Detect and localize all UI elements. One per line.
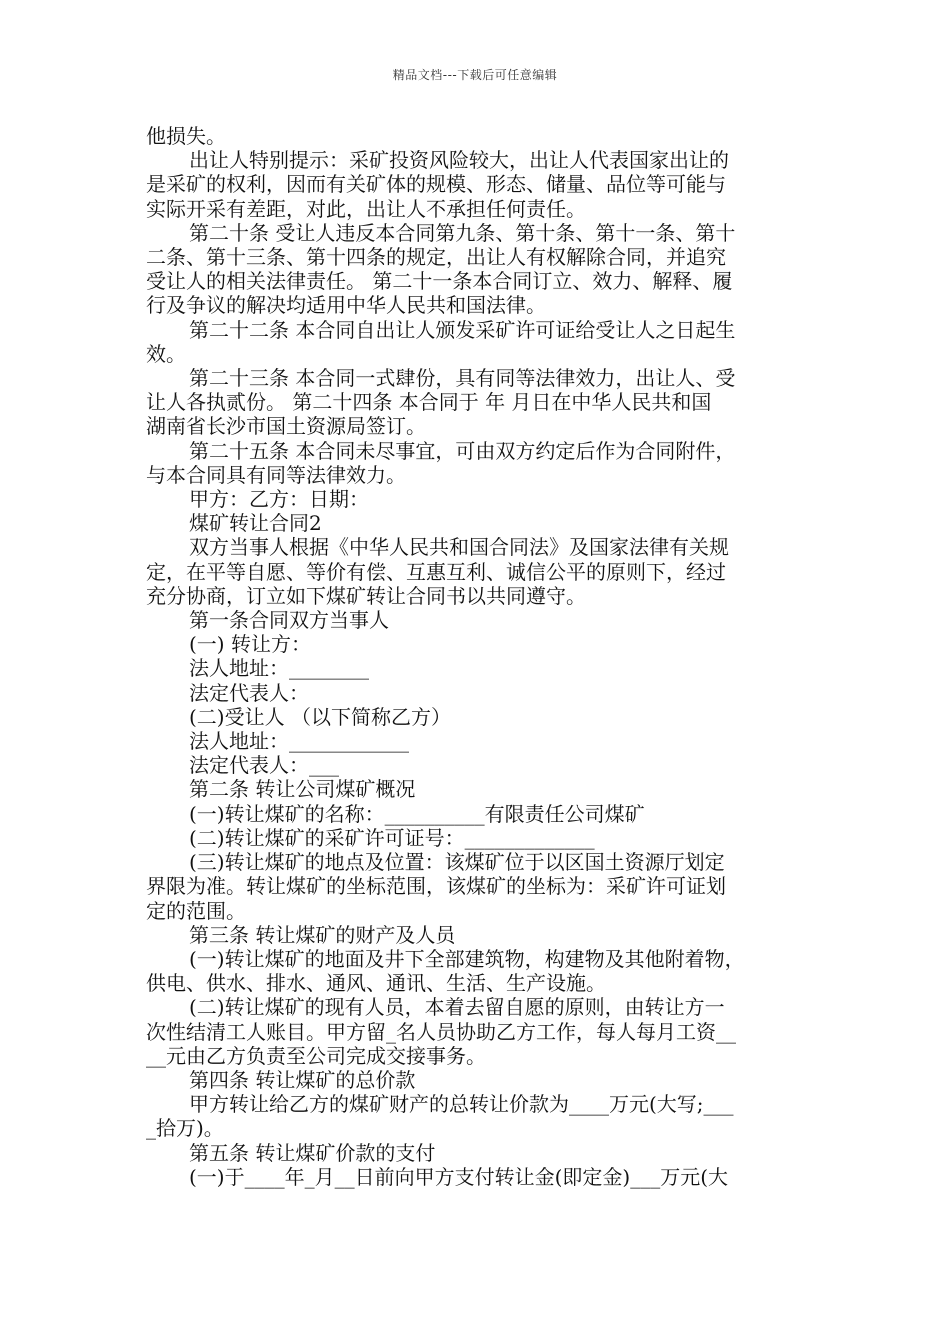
text-line: 第二十五条 本合同未尽事宜，可由双方约定后作为合同附件， (189, 438, 736, 463)
text-line: 出让人特别提示：采矿投资风险较大，出让人代表国家出让的 (189, 148, 729, 173)
text-line: 次性结清工人账目。甲方留_名人员协助乙方工作，每人每月工资__ (146, 1019, 736, 1044)
text-line: 煤矿转让合同2 (189, 511, 322, 536)
text-line: 第三条 转让煤矿的财产及人员 (189, 922, 456, 947)
text-line: 供电、供水、排水、通风、通讯、生活、生产设施。 (146, 971, 606, 996)
text-line: 甲方：乙方：日期： (189, 487, 369, 512)
page-header: 精品文档---下载后可任意编辑 (392, 68, 558, 82)
text-line: 是采矿的权利，因而有关矿体的规模、形态、储量、品位等可能与 (146, 172, 726, 197)
text-line: 第二十二条 本合同自出让人颁发采矿许可证给受让人之日起生 (189, 317, 736, 342)
text-line: 法人地址：____________ (189, 729, 409, 754)
text-line: 实际开采有差距，对此，出让人不承担任何责任。 (146, 196, 586, 221)
text-line: (一)转让煤矿的名称：__________有限责任公司煤矿 (189, 801, 645, 826)
text-line: 第二十三条 本合同一式肆份，具有同等法律效力，出让人、受 (189, 366, 736, 391)
text-line: (一)于____年_月__日前向甲方支付转让金(即定金)___万元(大 (189, 1164, 729, 1189)
text-line: 二条、第十三条、第十四条的规定，出让人有权解除合同，并追究 (146, 245, 726, 270)
text-line: (一)转让煤矿的地面及井下全部建筑物，构建物及其他附着物， (189, 946, 745, 971)
text-line: (三)转让煤矿的地点及位置：该煤矿位于以区国土资源厅划定 (189, 850, 725, 875)
text-line: 充分协商，订立如下煤矿转让合同书以共同遵守。 (146, 583, 586, 608)
text-line: __元由乙方负责至公司完成交接事务。 (146, 1043, 486, 1068)
text-line: 受让人的相关法律责任。 第二十一条本合同订立、效力、解释、履 (146, 269, 733, 294)
text-line: 双方当事人根据《中华人民共和国合同法》及国家法律有关规 (189, 535, 729, 560)
text-line: 定的范围。 (146, 898, 246, 923)
text-line: (二)受让人 （以下简称乙方） (189, 704, 451, 729)
text-line: 法人地址：________ (189, 656, 369, 681)
text-line: (二)转让煤矿的采矿许可证号：_____________ (189, 825, 595, 850)
text-line: 定，在平等自愿、等价有偿、互惠互利、诚信公平的原则下，经过 (146, 559, 726, 584)
text-line: (二)转让煤矿的现有人员，本着去留自愿的原则，由转让方一 (189, 995, 725, 1020)
text-line: 第四条 转让煤矿的总价款 (189, 1067, 416, 1092)
text-line: _拾万)。 (146, 1116, 224, 1141)
text-line: 法定代表人：___ (189, 753, 339, 778)
text-line: 与本合同具有同等法律效力。 (146, 462, 406, 487)
text-line: 他损失。 (146, 124, 226, 148)
text-line: (一) 转让方： (189, 632, 311, 657)
text-line: 法定代表人： (189, 680, 309, 705)
text-line: 效。 (146, 341, 186, 366)
text-line: 第一条合同双方当事人 (189, 608, 389, 633)
text-line: 第二十条 受让人违反本合同第九条、第十条、第十一条、第十 (189, 220, 736, 245)
document-body (146, 124, 818, 1189)
text-line: 第二条 转让公司煤矿概况 (189, 777, 416, 802)
text-line: 行及争议的解决均适用中华人民共和国法律。 (146, 293, 546, 318)
text-line: 让人各执贰份。 第二十四条 本合同于 年 月日在中华人民共和国 (146, 390, 712, 415)
text-line: 界限为准。转让煤矿的坐标范围，该煤矿的坐标为：采矿许可证划 (146, 874, 726, 899)
text-line: 甲方转让给乙方的煤矿财产的总转让价款为____万元(大写;___ (189, 1092, 734, 1117)
text-line: 湖南省长沙市国土资源局签订。 (146, 414, 426, 439)
text-line: 第五条 转让煤矿价款的支付 (189, 1140, 436, 1165)
